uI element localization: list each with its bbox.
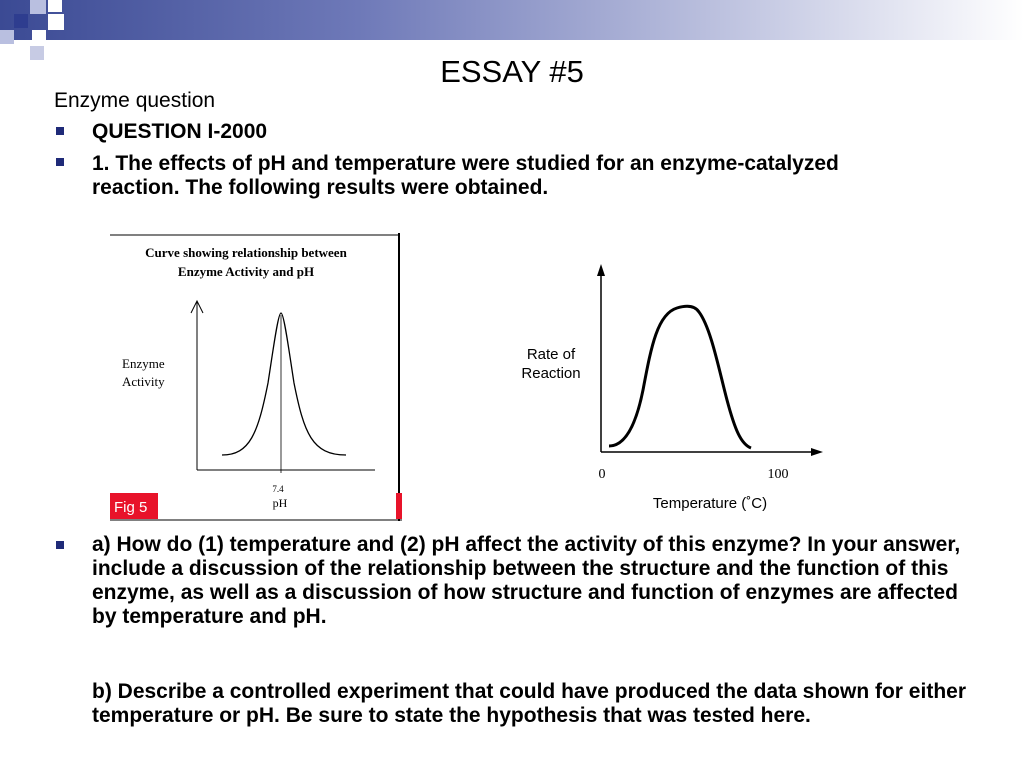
decor-square-1: [14, 14, 28, 28]
bullet-question-id: QUESTION I-2000: [92, 120, 268, 143]
temp-ylabel-line2: Reaction: [521, 365, 581, 382]
temperature-figure: [505, 240, 840, 520]
ph-chart-svg: [110, 233, 402, 521]
ph-xlabel: pH: [272, 496, 288, 510]
decor-square-4: [32, 30, 46, 44]
temp-tick-start: 0: [598, 467, 606, 482]
decor-square-3: [0, 30, 14, 44]
temp-y-arrow: [597, 264, 605, 276]
header-gradient-bar: [0, 0, 1024, 40]
bullet-question-intro: 1. The effects of pH and temperature were studied for an enzyme-catalyzed reaction. The following results were obtained.: [92, 152, 839, 199]
fig-label: Fig 5: [114, 499, 148, 516]
slide-subtitle: Enzyme question: [54, 89, 216, 112]
ph-ylabel-line2: Activity: [122, 374, 165, 389]
fig-label-edge: [396, 493, 402, 519]
bullet-marker-1: [56, 127, 64, 135]
decor-square-6: [48, 0, 62, 12]
temp-rate-curve: [609, 306, 751, 448]
temp-x-arrow: [811, 448, 823, 456]
temperature-chart-svg: [505, 240, 840, 520]
bullet-marker-3: [56, 541, 64, 549]
temp-tick-end: 100: [767, 467, 789, 482]
temp-xlabel: Temperature (˚C): [652, 495, 768, 512]
ph-caption-line1: Curve showing relationship between: [145, 245, 347, 260]
ph-tick-label: 7.4: [272, 484, 284, 494]
slide-title: ESSAY #5: [440, 54, 584, 89]
ph-ylabel-line1: Enzyme: [122, 356, 165, 371]
bullet-question-a: a) How do (1) temperature and (2) pH affect the activity of this enzyme? In your answer, include a discussion of the relationship between the structure and the function of this enzyme, as well as a discussion of how structure and function of enzymes are affected by temperature and pH.: [92, 533, 961, 628]
bullet-question-b: b) Describe a controlled experiment that could have produced the data shown for either temperature or pH. Be sure to state the hypothesis that was tested here.: [92, 680, 966, 727]
ph-figure: [110, 233, 402, 521]
bullet-marker-2: [56, 158, 64, 166]
ph-caption-line2: Enzyme Activity and pH: [177, 264, 315, 279]
decor-square-2: [30, 0, 46, 14]
temp-ylabel-line1: Rate of: [526, 346, 576, 363]
decor-square-5: [48, 14, 64, 30]
